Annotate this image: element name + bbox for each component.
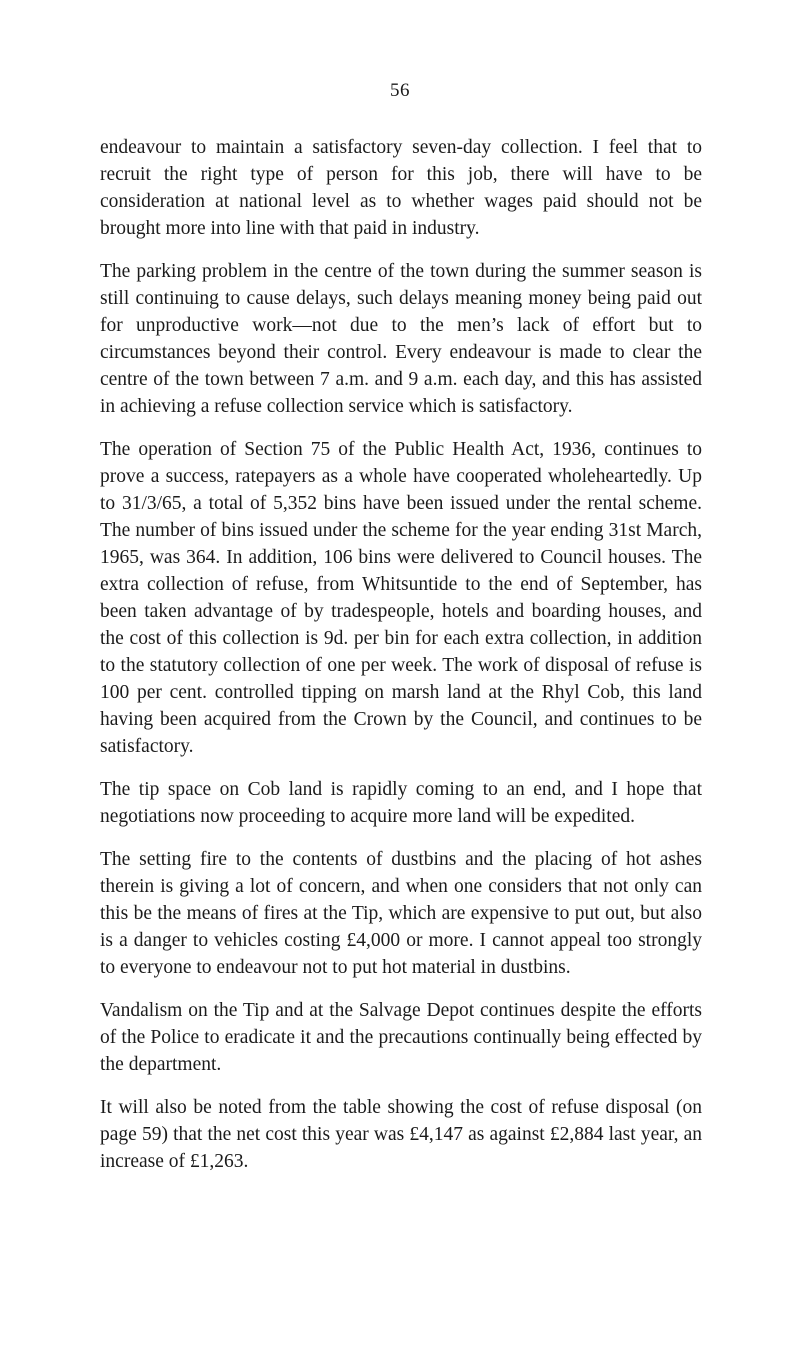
paragraph-net-cost: It will also be noted from the table showing the cost of refuse disposal (on page 59) that the net cost this year was £4,147 as against £2,884 last year, an increase of £1,263. — [100, 1097, 702, 1172]
paragraph-tip-space: The tip space on Cob land is rapidly coming to an end, and I hope that negotiations now proceeding to acquire more land will be expedited. — [100, 779, 702, 827]
paragraph-vandalism: Vandalism on the Tip and at the Salvage Depot continues despite the efforts of the Police to eradicate it and the precautions continually being effected by the department. — [100, 1000, 702, 1075]
page-number: 56 — [390, 80, 410, 101]
paragraph-parking-problem: The parking problem in the centre of the town during the summer season is still continuing to cause delays, such delays meaning money being paid out for unproductive work—not due to the men’s lack of effort but to circumstances beyond their control. Every endeavour is made to clear the centre of the town between 7 a.m. and 9 a.m. each day, and this has assisted in achieving a refuse collection service which is satisfactory. — [100, 261, 702, 417]
paragraph-recruitment: endeavour to maintain a satisfactory seven-day collection. I feel that to recruit the right type of person for this job, there will have to be consideration at national level as to whether wages paid should not be brought more into line with that paid in industry. — [100, 137, 702, 239]
paragraph-hot-ashes: The setting fire to the contents of dustbins and the placing of hot ashes therein is giving a lot of concern, and when one considers that not only can this be the means of fires at the Tip, which are expensive to put out, but also is a danger to vehicles costing £4,000 or more. I cannot appeal too strongly to everyone to endeavour not to put hot material in dustbins. — [100, 849, 702, 978]
document-body — [100, 134, 702, 1191]
paragraph-section-75: The operation of Section 75 of the Public Health Act, 1936, continues to prove a success, ratepayers as a whole have cooperated wholeheartedly. Up to 31/3/65, a total of 5,352 bins have been issued under the rental scheme. The number of bins issued under the scheme for the year ending 31st March, 1965, was 364. In addition, 106 bins were delivered to Council houses. The extra collection of refuse, from Whitsuntide to the end of September, has been taken advantage of by tradespeople, hotels and boarding houses, and the cost of this collection is 9d. per bin for each extra collection, in addition to the statutory collection of one per week. The work of disposal of refuse is 100 per cent. controlled tipping on marsh land at the Rhyl Cob, this land having been acquired from the Crown by the Council, and continues to be satisfactory. — [100, 439, 702, 757]
